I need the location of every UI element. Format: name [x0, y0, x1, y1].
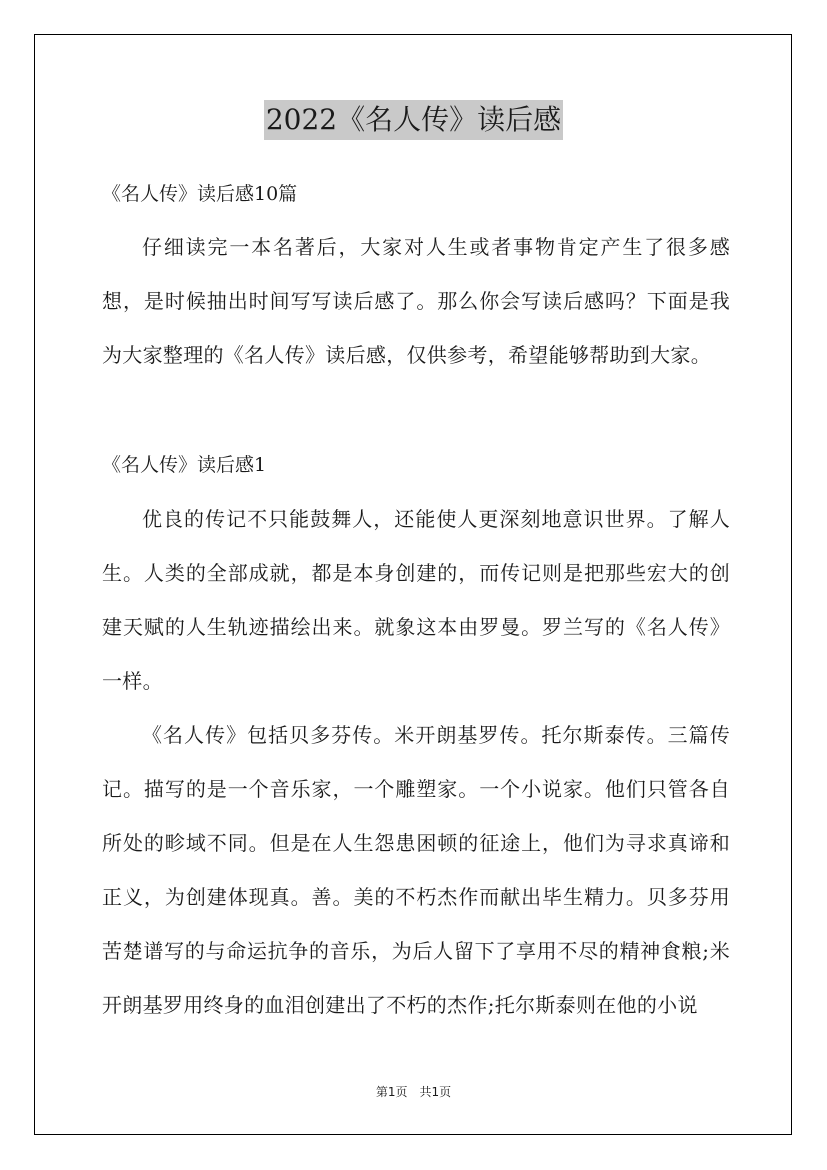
body-paragraph: 优良的传记不只能鼓舞人，还能使人更深刻地意识世界。了解人生。人类的全部成就，都是本身创建的，而传记则是把那些宏大的创建天赋的人生轨迹描绘出来。就象这本由罗曼。罗兰写的《名人传》一样。 — [102, 507, 730, 693]
page-footer: 第1页 共1页 — [375, 1085, 452, 1099]
section-heading: 《名人传》读后感1 — [102, 454, 267, 476]
intro-paragraph: 仔细读完一本名著后，大家对人生或者事物肯定产生了很多感想，是时候抽出时间写写读后感了。那么你会写读后感吗？下面是我为大家整理的《名人传》读后感，仅供参考，希望能够帮助到大家。 — [102, 235, 730, 367]
title-wrap — [0, 100, 827, 140]
body-paragraph: 《名人传》包括贝多芬传。米开朗基罗传。托尔斯泰传。三篇传记。描写的是一个音乐家，一个雕塑家。一个小说家。他们只管各自所处的畛域不同。但是在人生怨患困顿的征途上，他们为寻求真谛和正义，为创建体现真。善。美的不朽杰作而献出毕生精力。贝多芬用苦楚谱写的与命运抗争的音乐，为后人留下了享用不尽的精神食粮;米开朗基罗用终身的血泪创建出了不朽的杰作;托尔斯泰则在他的小说 — [102, 723, 730, 1017]
document-title: 2022《名人传》读后感 — [264, 100, 563, 140]
document-subtitle: 《名人传》读后感10篇 — [102, 183, 298, 205]
